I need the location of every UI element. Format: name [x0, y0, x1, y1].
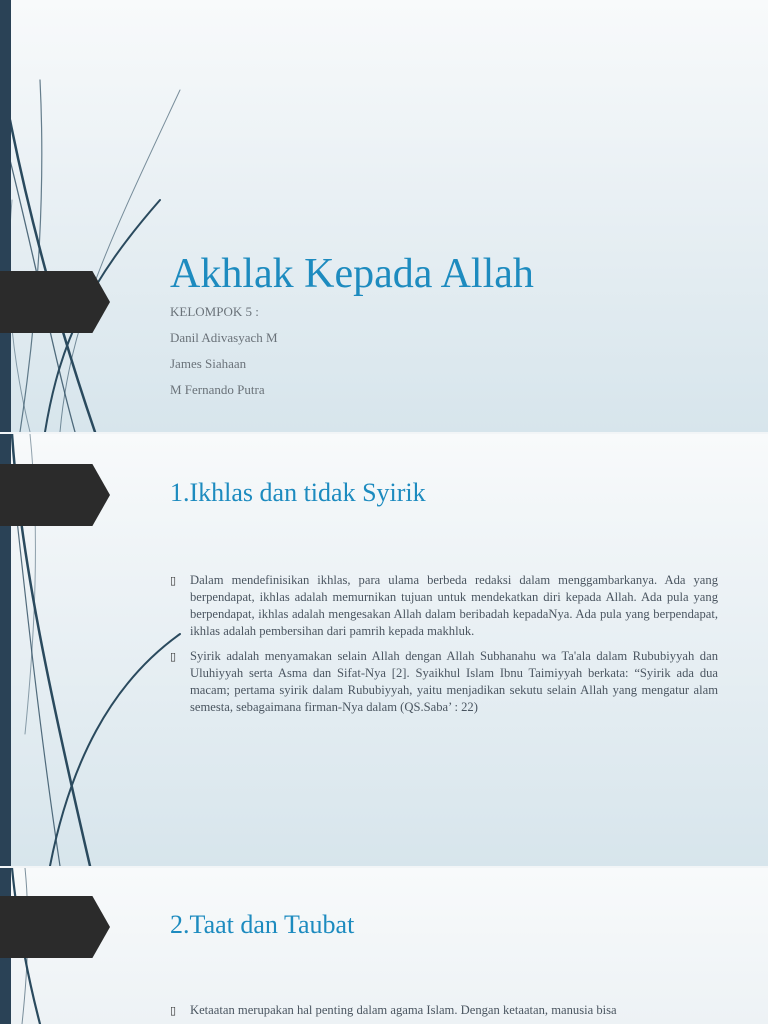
group-member-list: [170, 304, 278, 408]
bullet-item: [170, 648, 718, 716]
decorative-swirl: [0, 0, 768, 432]
subtitle-line: Danil Adivasyach M: [170, 330, 278, 345]
arrow-tab: [0, 896, 110, 958]
subtitle-line: James Siahaan: [170, 356, 247, 371]
slide-title-heading: Akhlak Kepada Allah: [170, 251, 534, 297]
side-bar: [0, 0, 11, 432]
bullet-item: [170, 1002, 718, 1019]
bullet-list: [170, 1002, 718, 1024]
bullet-text: Syirik adalah menyamakan selain Allah dengan Allah Subhanahu wa Ta'ala dalam Rububiyyah dan Uluhiyyah serta Asma dan Sifat-Nya [2]. Syaikhul Islam Ibnu Taimiyyah berkata: “Syirik ada dua macam; pertama syirik dalam Rububiyyah, yaitu menjadikan sekutu selain Allah yang mengatur alam semesta, sebagaimana firman-Nya dalam (QS.Saba’ : 22): [190, 649, 718, 714]
bullet-marker-icon: ▯: [170, 1004, 177, 1017]
bullet-list: [170, 572, 718, 724]
bullet-text: Ketaatan merupakan hal penting dalam agama Islam. Dengan ketaatan, manusia bisa: [190, 1003, 617, 1017]
bullet-marker-icon: ▯: [170, 650, 177, 663]
slide-title: [0, 0, 768, 432]
arrow-tab: [0, 271, 110, 333]
arrow-tab: [0, 464, 110, 526]
slide-ikhlas: [0, 434, 768, 866]
subtitle-line: KELOMPOK 5 :: [170, 304, 259, 319]
decorative-swirl: [0, 868, 768, 1024]
slide-heading: 1.Ikhlas dan tidak Syirik: [170, 478, 426, 507]
slide-heading: 2.Taat dan Taubat: [170, 910, 355, 939]
subtitle-line: M Fernando Putra: [170, 382, 265, 397]
slide-taat: [0, 868, 768, 1024]
bullet-text: Dalam mendefinisikan ikhlas, para ulama berbeda redaksi dalam menggambarkanya. Ada yang berpendapat, ikhlas adalah memurnikan tujuan untuk mendekatkan diri kepada Allah. Ada pula yang berpendapat, ikhlas adalah mengesakan Allah dalam beribadah kepadaNya. Ada pula yang berpendapat, ikhlas adalah pembersihan dari pamrih kepada makhluk.: [190, 573, 718, 638]
bullet-marker-icon: ▯: [170, 574, 177, 587]
bullet-item: [170, 572, 718, 640]
